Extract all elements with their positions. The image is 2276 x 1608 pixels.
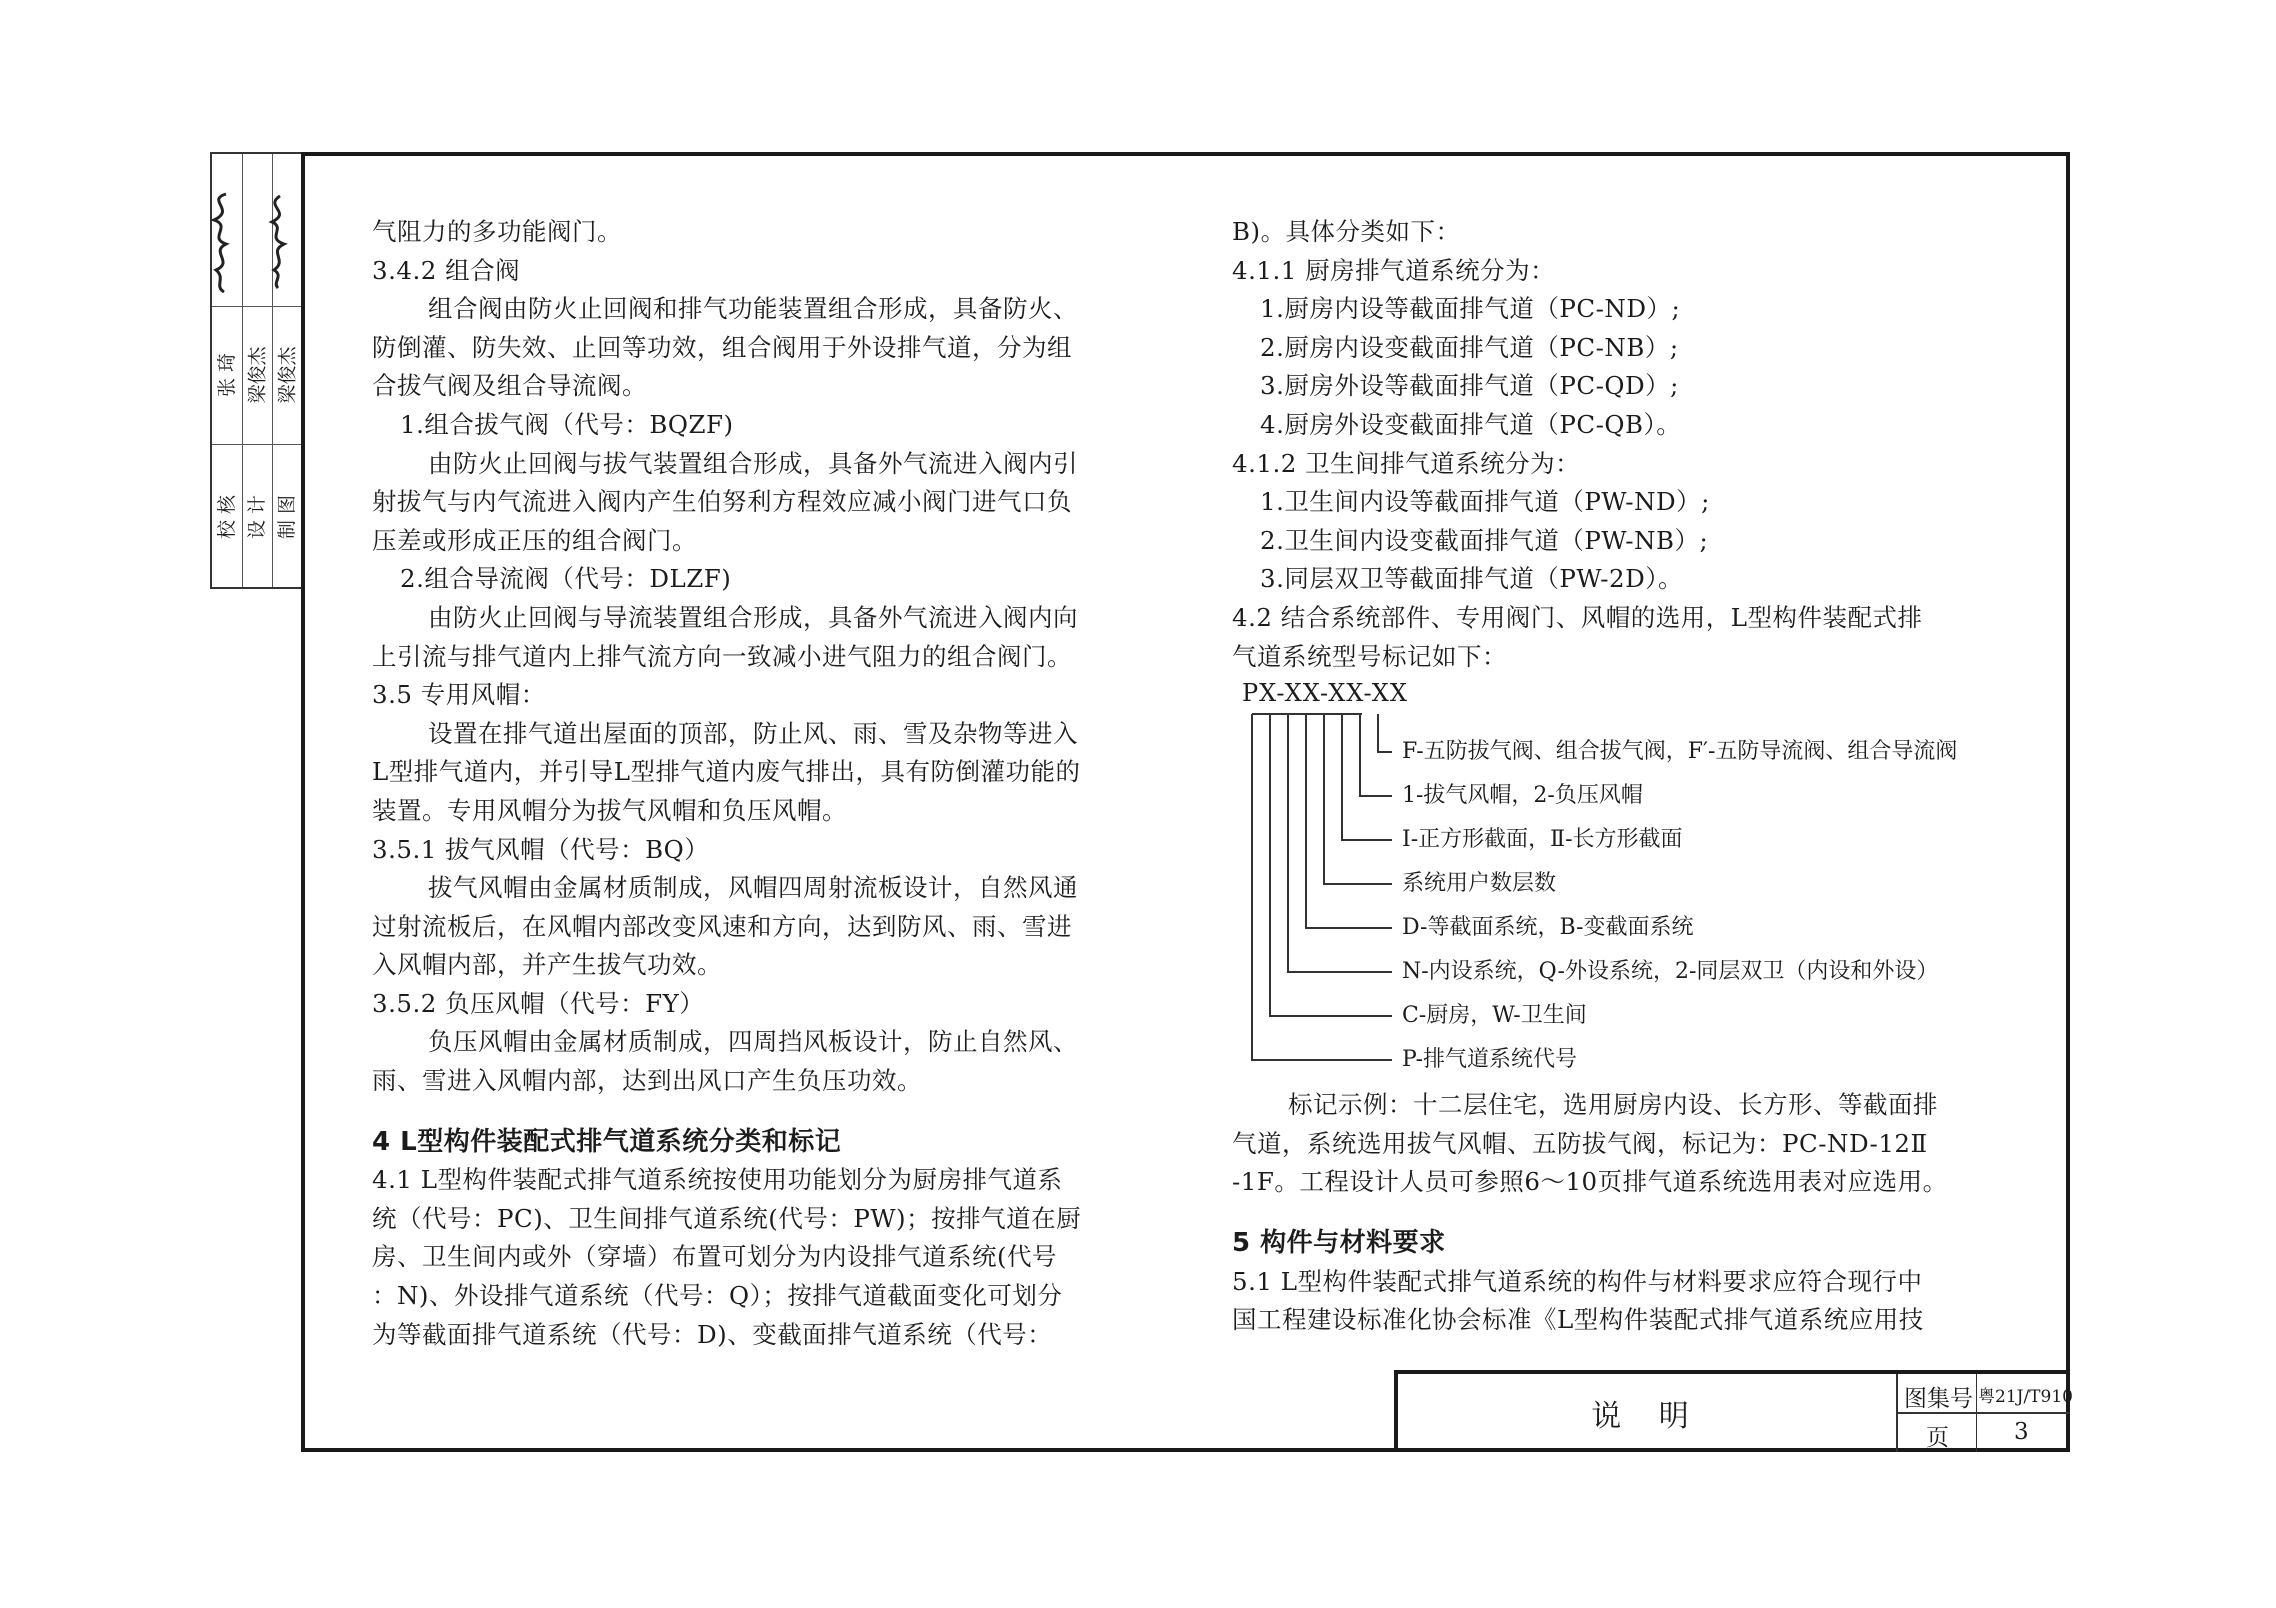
text-line: 入风帽内部，并产生拔气功效。 (372, 950, 722, 980)
designation-item: N-内设系统，Q-外设系统，2-同层双卫（内设和外设） (1402, 959, 1939, 985)
text-line: 2.厨房内设变截面排气道（PC-NB）; (1260, 332, 1679, 362)
text-line: 国工程建设标准化协会标准《L型构件装配式排气道系统应用技 (1232, 1305, 1924, 1335)
designation-item: C-厨房，W-卫生间 (1402, 1003, 1587, 1029)
text-line: 拔气风帽由金属材质制成，风帽四周射流板设计，自然风通 (428, 873, 1078, 903)
text-line: 防倒灌、防失效、止回等功效，组合阀用于外设排气道，分为组 (372, 332, 1072, 362)
signoff-name-designer: 梁俊杰 (246, 346, 269, 404)
signature-checker (196, 186, 246, 296)
signature-designer (252, 190, 302, 290)
right-text-column (1232, 213, 2022, 1340)
text-line: 3.5.2 负压风帽（代号：FY） (372, 988, 705, 1018)
text-line: 4.1.2 卫生间排气道系统分为： (1232, 448, 1581, 478)
text-line: 3.4.2 组合阀 (372, 255, 521, 285)
text-line: 组合阀由防火止回阀和排气功能装置组合形成，具备防火、 (428, 294, 1078, 324)
left-text-column (372, 213, 1172, 1354)
signoff-role-drafter: 制 图 (276, 494, 299, 539)
signoff-role-designer: 设 计 (246, 494, 269, 539)
page-number: 3 (2014, 1419, 2029, 1445)
text-line: 射拔气与内气流进入阀内产生伯努利方程效应减小阀门进气口负 (372, 487, 1072, 517)
text-line: 3.同层双卫等截面排气道（PW-2D）。 (1260, 564, 1684, 594)
text-line: 5.1 L型构件装配式排气道系统的构件与材料要求应符合现行中 (1232, 1266, 1923, 1296)
text-line: 压差或形成正压的组合阀门。 (372, 525, 697, 555)
section-heading: 5 构件与材料要求 (1232, 1227, 1446, 1258)
text-line: 4.1.1 厨房排气道系统分为： (1232, 255, 1556, 285)
designation-item: P-排气道系统代号 (1402, 1047, 1578, 1073)
text-line: 1.卫生间内设等截面排气道（PW-ND）; (1260, 487, 1710, 517)
designation-legend (1232, 676, 2022, 1086)
text-line: 3.5.1 拔气风帽（代号：BQ） (372, 834, 710, 864)
text-line: 雨、雪进入风帽内部，达到出风口产生负压功效。 (372, 1066, 922, 1096)
text-line: -1F。工程设计人员可参照6～10页排气道系统选用表对应选用。 (1232, 1167, 1948, 1197)
text-line: 为等截面排气道系统（代号：D)、变截面排气道系统（代号： (372, 1319, 1053, 1349)
text-line: 3.厨房外设等截面排气道（PC-QD）; (1260, 371, 1679, 401)
spacer (1232, 1202, 2022, 1224)
text-line: 合拔气阀及组合导流阀。 (372, 371, 647, 401)
sheet-title: 说 明 (1591, 1399, 1703, 1434)
text-line: 气道系统型号标记如下： (1232, 641, 1507, 671)
atlas-number: 粤21J/T910 (1978, 1387, 2073, 1407)
designation-item: F-五防拔气阀、组合拔气阀，F′-五防导流阀、组合导流阀 (1402, 739, 1958, 765)
atlas-label: 图集号 (1904, 1386, 1973, 1412)
designation-item: D-等截面系统，B-变截面系统 (1402, 915, 1694, 941)
section-heading: 4 L型构件装配式排气道系统分类和标记 (372, 1126, 842, 1157)
designation-code: PX-XX-XX-XX (1242, 679, 1408, 708)
text-line: 4.2 结合系统部件、专用阀门、风帽的选用，L型构件装配式排 (1232, 602, 1923, 632)
signoff-role-checker: 校 核 (216, 494, 239, 539)
text-line: 4.1 L型构件装配式排气道系统按使用功能划分为厨房排气道系 (372, 1165, 1063, 1195)
page-label: 页 (1926, 1425, 1949, 1451)
text-line: 气阻力的多功能阀门。 (372, 217, 622, 246)
text-line: 上引流与排气道内上排气流方向一致减小进气阻力的组合阀门。 (372, 641, 1072, 671)
text-line: 统（代号：PC)、卫生间排气道系统(代号：PW)；按排气道在厨 (372, 1203, 1082, 1233)
spacer (372, 1101, 1172, 1123)
text-line: L型排气道内，并引导L型排气道内废气排出，具有防倒灌功能的 (372, 757, 1081, 787)
text-line: 4.厨房外设变截面排气道（PC-QB）。 (1260, 409, 1682, 439)
designation-item: Ⅰ-正方形截面，Ⅱ-长方形截面 (1402, 827, 1683, 853)
text-line: 由防火止回阀与导流装置组合形成，具备外气流进入阀内向 (428, 602, 1078, 632)
designation-item: 1-拔气风帽，2-负压风帽 (1402, 783, 1643, 809)
text-line: 标记示例：十二层住宅，选用厨房内设、长方形、等截面排 (1288, 1090, 1938, 1120)
text-line: 房、卫生间内或外（穿墙）布置可划分为内设排气道系统(代号 (372, 1242, 1058, 1272)
text-line: 气道，系统选用拔气风帽、五防拔气阀，标记为：PC-ND-12Ⅱ (1232, 1128, 1928, 1158)
signoff-name-checker: 张 琦 (216, 352, 239, 398)
text-line: 负压风帽由金属材质制成，四周挡风板设计，防止自然风、 (428, 1027, 1078, 1057)
text-line: 2.组合导流阀（代号：DLZF) (400, 564, 732, 594)
text-line: 2.卫生间内设变截面排气道（PW-NB）; (1260, 525, 1709, 555)
signoff-name-drafter: 梁俊杰 (276, 346, 299, 404)
title-block (1394, 1370, 2073, 1452)
text-line: 1.组合拔气阀（代号：BQZF) (400, 409, 734, 439)
text-line: 由防火止回阀与拔气装置组合形成，具备外气流进入阀内引 (428, 448, 1078, 478)
text-line: 1.厨房内设等截面排气道（PC-ND）; (1260, 294, 1681, 324)
text-line: B)。具体分类如下： (1232, 217, 1461, 246)
text-line: 装置。专用风帽分为拔气风帽和负压风帽。 (372, 795, 847, 825)
text-line: ：N)、外设排气道系统（代号：Q）；按排气道截面变化可划分 (372, 1281, 1063, 1311)
text-line: 设置在排气道出屋面的顶部，防止风、雨、雪及杂物等进入 (428, 718, 1078, 748)
text-line: 3.5 专用风帽： (372, 680, 546, 710)
text-line: 过射流板后，在风帽内部改变风速和方向，达到防风、雨、雪进 (372, 911, 1072, 941)
designation-item: 系统用户数层数 (1402, 871, 1557, 897)
